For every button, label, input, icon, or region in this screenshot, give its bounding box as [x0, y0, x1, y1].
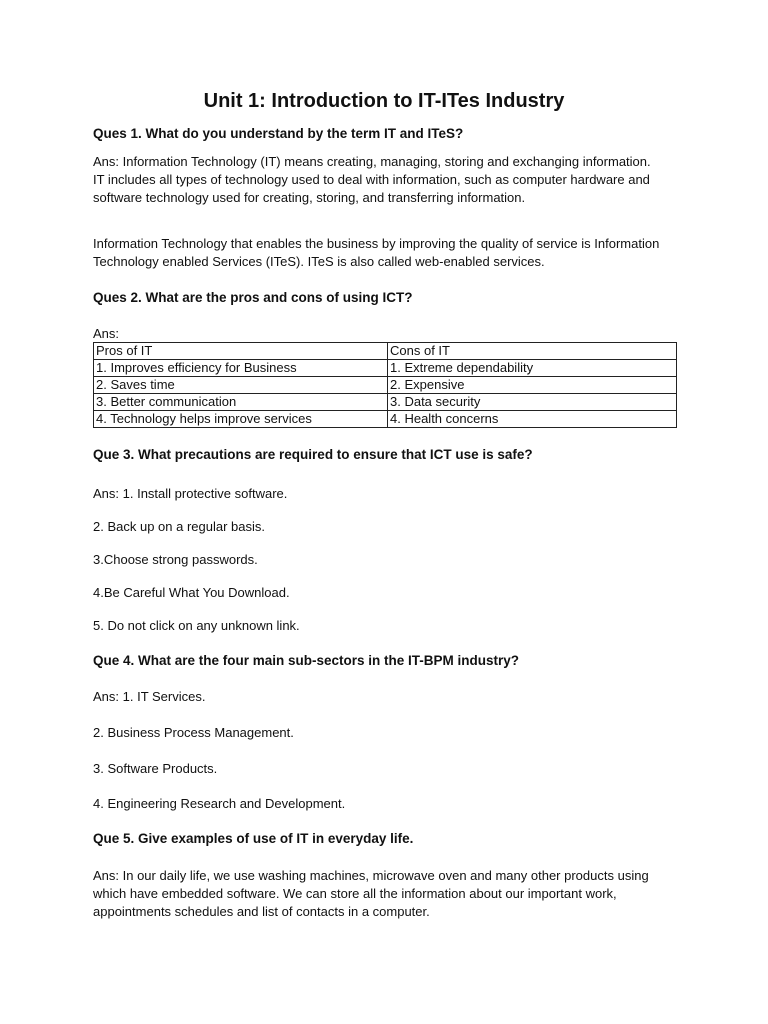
- question-1-paragraph-2: [93, 235, 693, 271]
- page-title: Unit 1: Introduction to IT-ITes Industry: [203, 90, 565, 112]
- table-row: [94, 360, 677, 377]
- table-cell: Pros of IT: [94, 343, 388, 360]
- answer-line: Ans: Information Technology (IT) means creating, managing, storing and exchanging information.: [93, 154, 651, 169]
- table-row: [94, 411, 677, 428]
- list-item: 2. Back up on a regular basis.: [93, 519, 265, 534]
- question-1-heading: Ques 1. What do you understand by the term IT and ITeS?: [93, 126, 464, 141]
- question-2-heading: Ques 2. What are the pros and cons of using ICT?: [93, 290, 413, 305]
- table-cell: 4. Health concerns: [388, 411, 677, 428]
- list-item: 2. Business Process Management.: [93, 725, 294, 740]
- question-2-ans-label: Ans:: [93, 326, 120, 341]
- question-4-heading: Que 4. What are the four main sub-sectors in the IT-BPM industry?: [93, 653, 520, 668]
- list-item: 4.Be Careful What You Download.: [93, 585, 290, 600]
- list-item: Ans: 1. IT Services.: [93, 689, 206, 704]
- answer-line: appointments schedules and list of contacts in a computer.: [93, 904, 430, 919]
- question-5-heading: Que 5. Give examples of use of IT in everyday life.: [93, 831, 414, 846]
- table-cell: Cons of IT: [388, 343, 677, 360]
- pros-cons-table: [93, 342, 677, 428]
- answer-line: which have embedded software. We can store all the information about our important work,: [93, 886, 617, 901]
- table-cell: 2. Saves time: [94, 377, 388, 394]
- list-item: 5. Do not click on any unknown link.: [93, 618, 300, 633]
- paragraph-line: Information Technology that enables the business by improving the quality of service is Information: [93, 236, 660, 251]
- question-1-answer: [93, 153, 693, 207]
- answer-line: software technology used for creating, storing, and transferring information.: [93, 190, 526, 205]
- table-header-row: [94, 343, 677, 360]
- question-5-answer: [93, 867, 693, 921]
- table-cell: 1. Improves efficiency for Business: [94, 360, 388, 377]
- question-3-heading: Que 3. What precautions are required to ensure that ICT use is safe?: [93, 447, 533, 462]
- list-item: 4. Engineering Research and Development.: [93, 796, 346, 811]
- list-item: Ans: 1. Install protective software.: [93, 486, 288, 501]
- table-cell: 1. Extreme dependability: [388, 360, 677, 377]
- paragraph-line: Technology enabled Services (ITeS). ITeS is also called web-enabled services.: [93, 254, 545, 269]
- list-item: 3.Choose strong passwords.: [93, 552, 258, 567]
- table-cell: 3. Better communication: [94, 394, 388, 411]
- table-cell: 3. Data security: [388, 394, 677, 411]
- list-item: 3. Software Products.: [93, 761, 218, 776]
- answer-line: Ans: In our daily life, we use washing machines, microwave oven and many other products using: [93, 868, 649, 883]
- table-row: [94, 377, 677, 394]
- table-cell: 4. Technology helps improve services: [94, 411, 388, 428]
- table-cell: 2. Expensive: [388, 377, 677, 394]
- table-row: [94, 394, 677, 411]
- answer-line: IT includes all types of technology used to deal with information, such as computer hardware and: [93, 172, 650, 187]
